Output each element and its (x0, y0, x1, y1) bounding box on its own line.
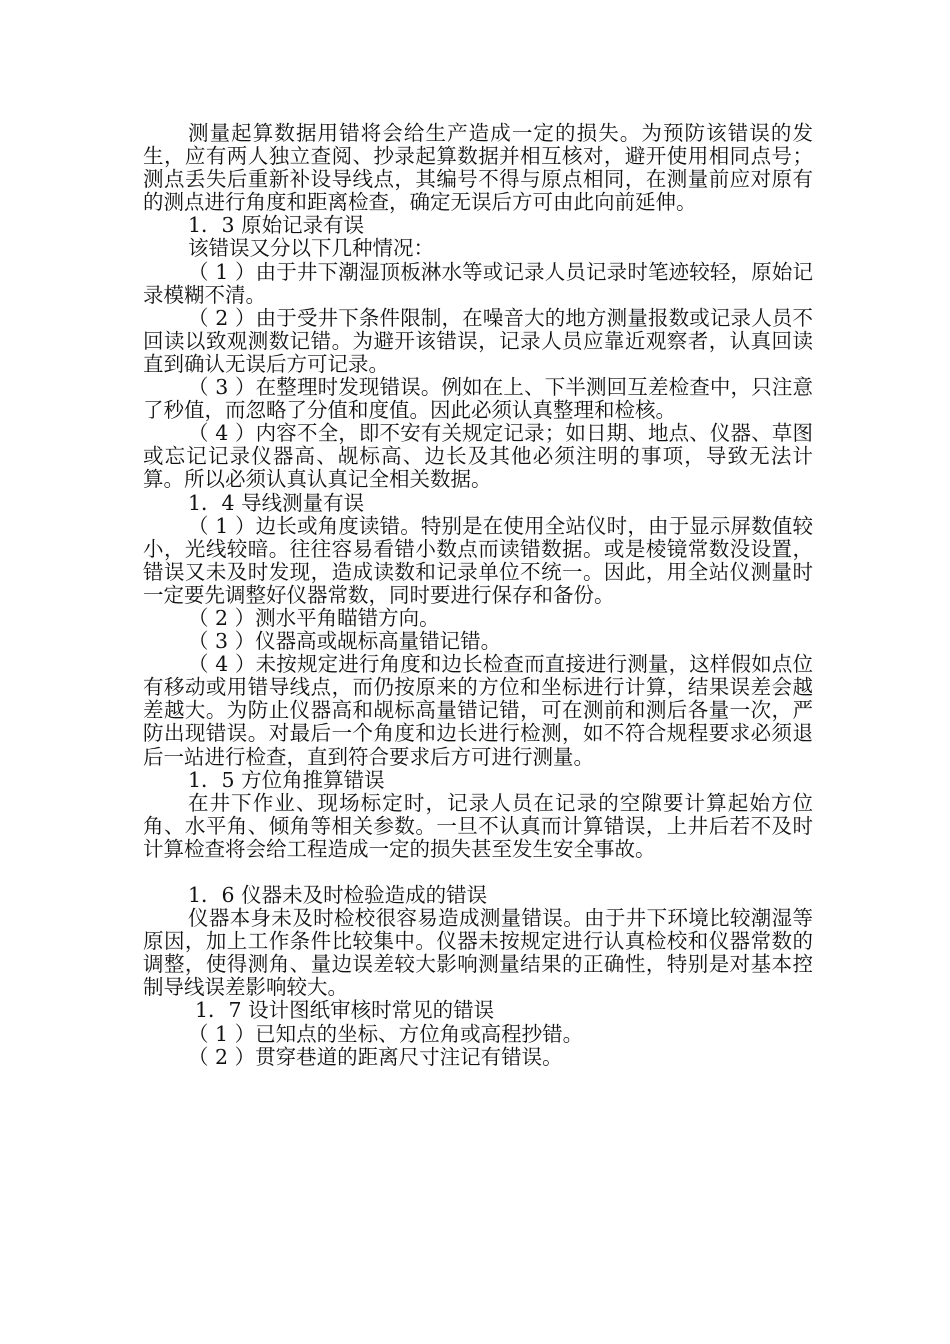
list-item-1-3-4: （ 4 ）内容不全，即不安有关规定记录；如日期、地点、仪器、草图或忘记记录仪器高、觇标高、边长及其他必须注明的事项，导致无法计算。所以必须认真认真记全相关数据。 (143, 421, 813, 492)
section-heading-1-5: 1．5 方位角推算错误 (188, 767, 385, 792)
paragraph-azimuth: 在井下作业、现场标定时，记录人员在记录的空隙要计算起始方位角、水平角、倾角等相关参数。一旦不认真而计算错误，上井后若不及时计算检查将会给工程造成一定的损失甚至发生安全事故。 (143, 790, 813, 861)
list-item-1-3-3: （ 3 ）在整理时发现错误。例如在上、下半测回互差检查中，只注意了秒值，而忽略了分值和度值。因此必须认真整理和检核。 (143, 375, 813, 423)
list-item-1-4-1: （ 1 ）边长或角度读错。特别是在使用全站仪时，由于显示屏数值较小，光线较暗。往往容易看错小数点而读错数据。或是棱镜常数没设置，错误又未及时发现，造成读数和记录单位不统一。因此，用全站仪测量时一定要先调整好仪器常数，同时要进行保存和备份。 (143, 513, 813, 607)
list-item-1-4-3: （ 3 ）仪器高或觇标高量错记错。 (188, 629, 502, 654)
paragraph-start-data-error: 测量起算数据用错将会给生产造成一定的损失。为预防该错误的发生，应有两人独立查阅、抄录起算数据并相互核对，避开使用相同点号；测点丢失后重新补设导线点，其编号不得与原点相同，在测量前应对原有的测点进行角度和距离检查，确定无误后方可由此向前延伸。 (143, 121, 813, 215)
section-heading-1-3: 1．3 原始记录有误 (188, 213, 365, 238)
paragraph-intro-cases: 该错误又分以下几种情况： (188, 236, 434, 261)
list-item-1-4-4: （ 4 ）未按规定进行角度和边长检查而直接进行测量，这样假如点位有移动或用错导线点，而仍按原来的方位和坐标进行计算，结果误差会越差越大。为防止仪器高和觇标高量错记错，可在测前和测后各量一次，严防出现错误。对最后一个角度和边长进行检测，如不符合规程要求必须退后一站进行检查，直到符合要求后方可进行测量。 (143, 652, 813, 769)
list-item-1-7-1: （ 1 ）已知点的坐标、方位角或高程抄错。 (188, 1021, 584, 1046)
list-item-1-3-1: （ 1 ）由于井下潮湿顶板淋水等或记录人员记录时笔迹较轻，原始记录模糊不清。 (143, 259, 813, 307)
paragraph-instrument-check: 仪器本身未及时检校很容易造成测量错误。由于井下环境比较潮湿等原因，加上工作条件比较集中。仪器未按规定进行认真检校和仪器常数的调整，使得测角、量边误差较大影响测量结果的正确性，特别是对基本控制导线误差影响较大。 (143, 906, 813, 1000)
section-heading-1-6: 1．6 仪器未及时检验造成的错误 (188, 883, 488, 907)
list-item-1-4-2: （ 2 ）测水平角瞄错方向。 (188, 605, 440, 630)
list-item-1-7-2: （ 2 ）贯穿巷道的距离尺寸注记有错误。 (188, 1044, 563, 1069)
list-item-1-3-2: （ 2 ）由于受井下条件限制，在噪音大的地方测量报数或记录人员不回读以致观测数记错。为避开该错误，记录人员应靠近观察者，认真回读直到确认无误后方可记录。 (143, 305, 813, 376)
document-page (143, 122, 813, 1069)
section-heading-1-7: 1．7 设计图纸审核时常见的错误 (195, 998, 495, 1023)
blank-line (143, 861, 813, 884)
section-heading-1-4: 1．4 导线测量有误 (188, 490, 365, 515)
